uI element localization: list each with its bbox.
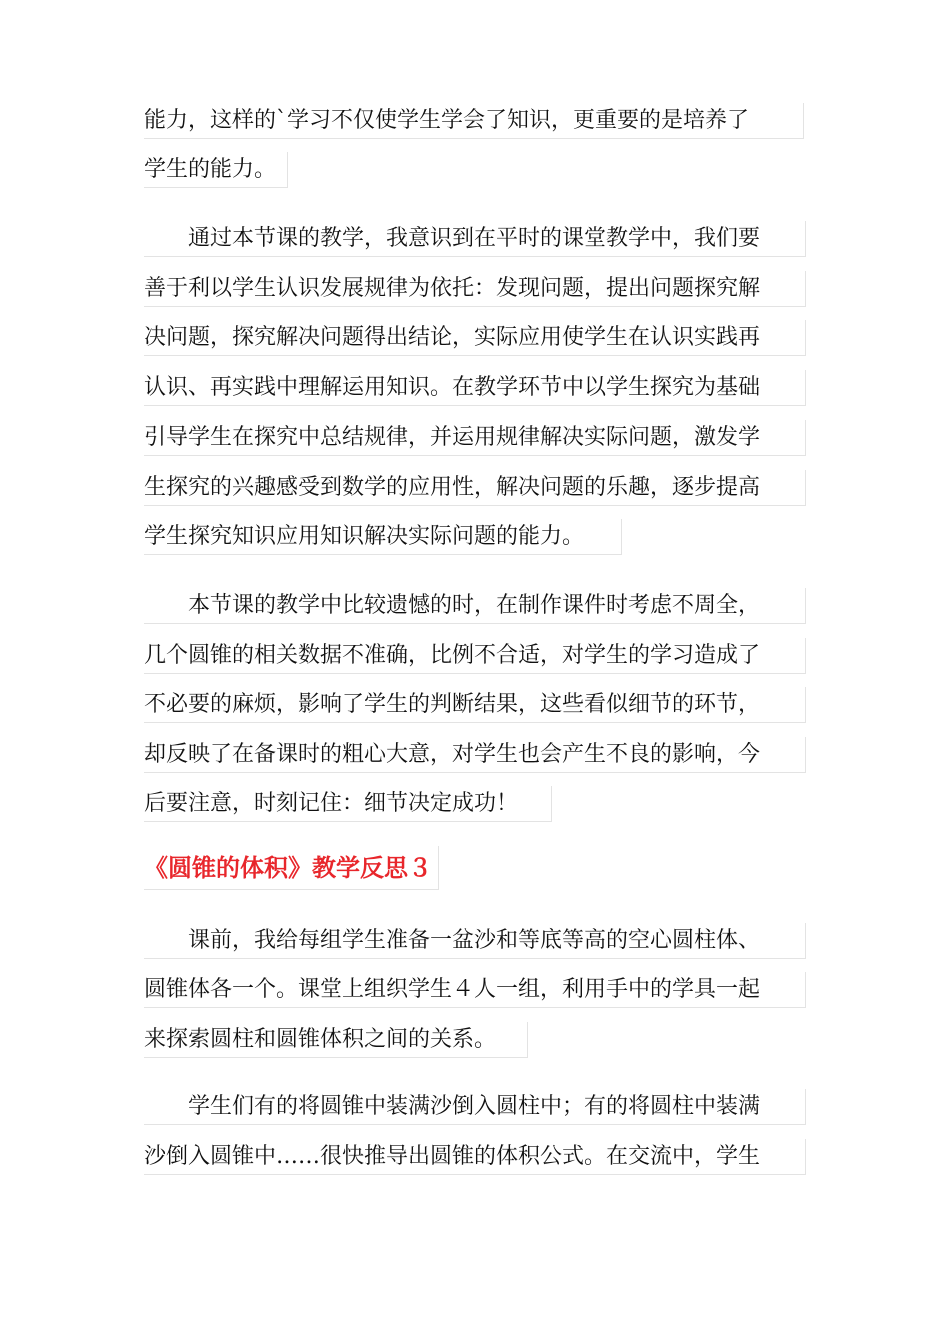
section-heading: 《圆锥的体积》教学反思３ [144, 846, 439, 890]
paragraph2-line-4: 认识、再实践中理解运用知识。在教学环节中以学生探究为基础 [144, 370, 806, 406]
paragraph4-line-2: 圆锥体各一个。课堂上组织学生４人一组，利用手中的学具一起 [144, 972, 806, 1008]
paragraph3-line-1: 本节课的教学中比较遗憾的时，在制作课件时考虑不周全， [144, 588, 806, 624]
paragraph1-line-1: 能力，这样的`学习不仅使学生学会了知识，更重要的是培养了 [144, 103, 804, 139]
paragraph1-line-2: 学生的能力。 [144, 152, 288, 188]
paragraph3-line-2: 几个圆锥的相关数据不准确，比例不合适，对学生的学习造成了 [144, 638, 806, 674]
paragraph2-line-5: 引导学生在探究中总结规律，并运用规律解决实际问题，激发学 [144, 420, 806, 456]
paragraph2-line-1: 通过本节课的教学，我意识到在平时的课堂教学中，我们要 [144, 221, 806, 257]
paragraph4-line-3: 来探索圆柱和圆锥体积之间的关系。 [144, 1022, 528, 1058]
paragraph5-line-2: 沙倒入圆锥中……很快推导出圆锥的体积公式。在交流中，学生 [144, 1139, 806, 1175]
paragraph3-line-3: 不必要的麻烦，影响了学生的判断结果，这些看似细节的环节， [144, 687, 806, 723]
paragraph3-line-4: 却反映了在备课时的粗心大意，对学生也会产生不良的影响，今 [144, 737, 806, 773]
paragraph5-line-1: 学生们有的将圆锥中装满沙倒入圆柱中；有的将圆柱中装满 [144, 1089, 806, 1125]
paragraph4-line-1: 课前，我给每组学生准备一盆沙和等底等高的空心圆柱体、 [144, 923, 806, 959]
paragraph2-line-6: 生探究的兴趣感受到数学的应用性，解决问题的乐趣，逐步提高 [144, 470, 806, 506]
paragraph3-line-5: 后要注意，时刻记住：细节决定成功！ [144, 786, 552, 822]
paragraph2-line-7: 学生探究知识应用知识解决实际问题的能力。 [144, 519, 622, 555]
paragraph2-line-3: 决问题，探究解决问题得出结论，实际应用使学生在认识实践再 [144, 320, 806, 356]
paragraph2-line-2: 善于利以学生认识发展规律为依托：发现问题，提出问题探究解 [144, 271, 806, 307]
